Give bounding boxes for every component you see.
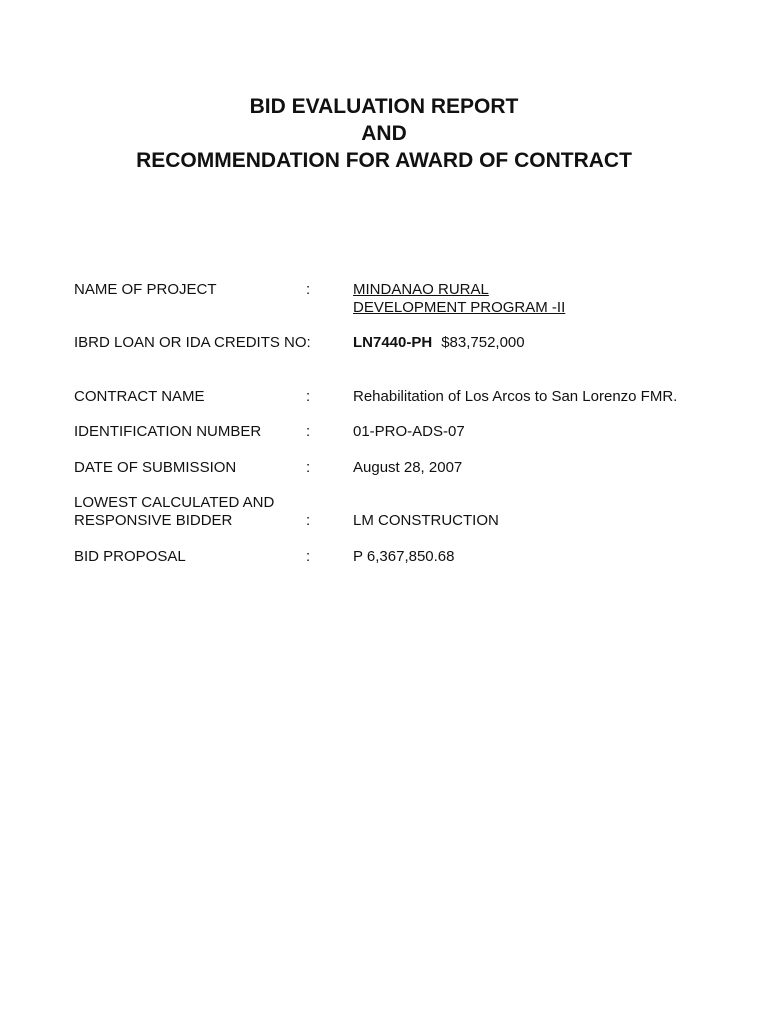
contract-name-label: CONTRACT NAME [74,388,205,405]
loan-value [353,334,525,352]
submission-date-value: August 28, 2007 [353,459,463,476]
bidder-label [74,494,274,530]
title-line-1: BID EVALUATION REPORT [249,95,519,118]
submission-date-colon: : [306,459,311,476]
contract-name-value: Rehabilitation of Los Arcos to San Lorenzo FMR. [353,388,678,405]
bid-proposal-colon: : [306,548,311,565]
bid-proposal-value: P 6,367,850.68 [353,548,455,565]
loan-label: IBRD LOAN OR IDA CREDITS NO: [74,334,311,351]
project-label: NAME OF PROJECT [74,281,217,298]
identification-colon: : [306,423,311,440]
bidder-value: LM CONSTRUCTION [353,512,499,529]
identification-value: 01-PRO-ADS-07 [353,423,465,440]
project-value-line-1: MINDANAO RURAL [353,281,489,298]
submission-date-label: DATE OF SUBMISSION [74,459,237,476]
title-line-2: AND [361,122,407,145]
project-value-line-2: DEVELOPMENT PROGRAM -II [353,299,566,316]
report-title [0,93,768,174]
loan-amount: $83,752,000 [441,334,525,351]
project-value [353,281,565,317]
title-line-3: RECOMMENDATION FOR AWARD OF CONTRACT [136,149,632,172]
bid-proposal-label: BID PROPOSAL [74,548,186,565]
identification-label: IDENTIFICATION NUMBER [74,423,262,440]
contract-name-colon: : [306,388,311,405]
bidder-colon: : [306,512,311,529]
project-colon: : [306,281,311,298]
bidder-label-line-2: RESPONSIVE BIDDER [74,512,233,529]
bidder-label-line-1: LOWEST CALCULATED AND [74,494,275,511]
loan-code: LN7440-PH [353,334,433,351]
